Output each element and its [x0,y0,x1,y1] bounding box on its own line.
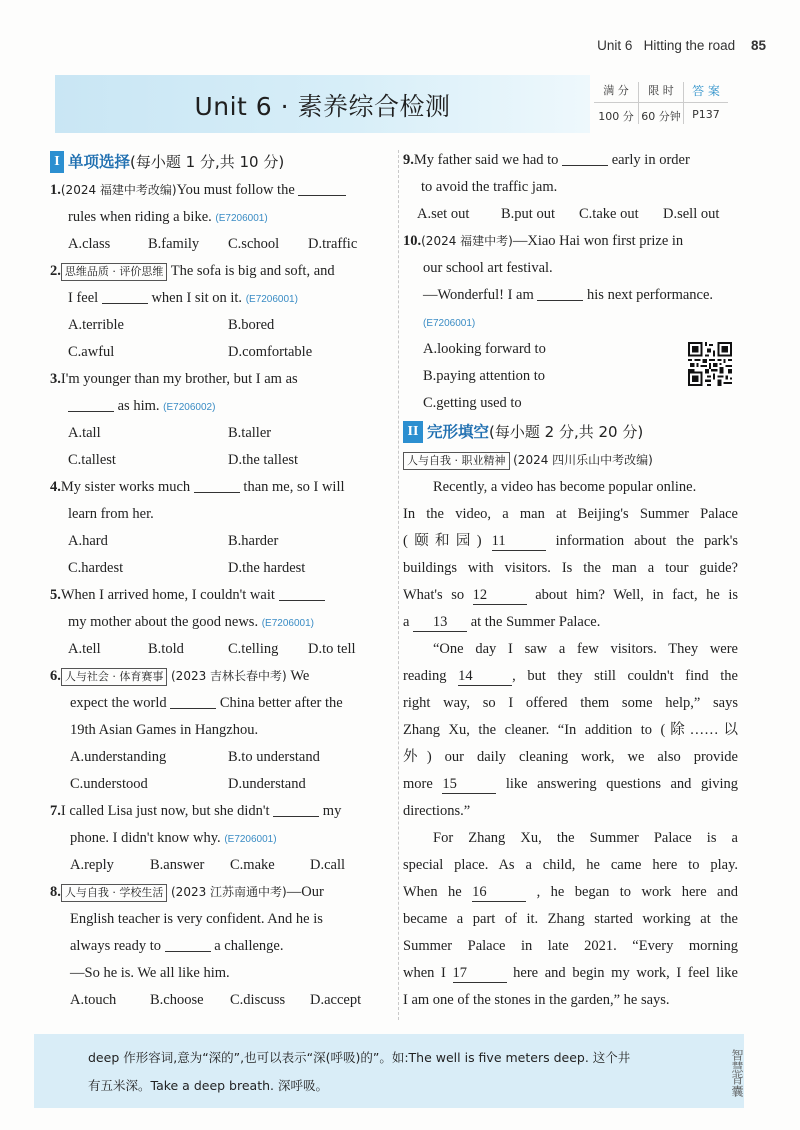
section-2-note: (每小题 2 分,共 20 分) [489,423,644,441]
footer-tip-line: deep 作形容词,意为“深的”,也可以表示“深(呼吸)的”。如:The well is five meters deep. 这个井 [88,1050,631,1065]
answer-blank[interactable] [298,182,346,196]
passage-text: when I [403,965,446,981]
cloze-blank-15[interactable]: 15 [442,775,496,794]
unit-label: Unit 6 [597,38,633,53]
page-title: Unit 6 · 素养综合检测 [194,92,451,121]
full-score-value: 100 分 [598,110,634,123]
cloze-blank-14[interactable]: 14 [458,667,512,686]
question-code: (E7206001) [261,618,314,629]
time-limit-value: 60 分钟 [641,110,681,123]
question-text: My sister works much [60,479,191,495]
question-3-options-ab [50,420,390,447]
question-number: 9. [403,152,414,168]
page-number: 85 [750,38,766,53]
question-3-cont [50,393,390,420]
footer-tip [34,1034,744,1108]
question-number: 3. [50,371,61,387]
answer-page: P137 [692,108,720,121]
option-b[interactable]: B.told [148,641,184,657]
question-number: 4. [50,479,61,495]
question-text: The sofa is big and soft, and [170,263,335,279]
option-b[interactable]: B.harder [228,533,279,549]
option-d[interactable]: D.accept [310,992,362,1008]
option-a[interactable]: A.terrible [68,317,124,333]
question-number: 1. [50,182,61,198]
question-9-options [403,201,738,228]
passage-tag: 人与自我 · 职业精神 [403,452,510,470]
passage-tag-line [403,447,738,474]
question-text: expect the world [70,695,167,711]
passage-text: about him? Well, in fact, he is [535,587,739,603]
question-2-options-ab [50,312,390,339]
question-text: —Xiao Hai won first prize in [512,233,684,249]
question-text: You must follow the [176,182,295,198]
question-8 [50,879,390,906]
question-9-cont [403,174,738,201]
passage-text: more [403,776,433,792]
option-c[interactable]: C.understood [70,776,148,792]
passage-text: here and begin my work, I feel like [513,965,738,981]
left-column [50,147,390,1014]
score-divider [594,102,728,103]
question-8-cont2 [50,933,390,960]
question-3-options-cd [50,447,390,474]
passage-text: like answering questions and giving [505,776,738,792]
question-1-options [50,231,390,258]
passage-text: information about the park's [555,533,739,549]
question-7 [50,798,390,825]
question-6 [50,663,390,690]
question-source: (2023 江苏南通中考) [171,885,287,899]
question-1 [50,177,390,204]
passage-line: directions.” [403,803,471,819]
answer-label: 答 案 [692,84,720,98]
running-head [597,38,766,53]
passage-line: I am one of the stones in the garden,” he says. [403,992,670,1008]
question-text: learn from her. [68,506,154,522]
passage-line: right way, so I offered them some help,” says [403,695,738,711]
answer-blank[interactable] [279,587,325,601]
passage-line: Zhang Xu, the cleaner. “In addition to (除……以 [403,722,738,738]
section-2-title: 完形填空 [427,423,490,441]
passage-line: In the video, a man at Beijing's Summer Palace [403,506,738,522]
passage-text: a [403,614,410,630]
title-band [55,75,590,133]
question-text: English teacher is very confident. And he is [70,911,323,927]
section-1-header [50,147,390,177]
question-text: my mother about the good news. [68,614,259,630]
right-column [403,147,738,1014]
question-text: to avoid the traffic jam. [421,179,558,195]
question-6-cont [50,690,390,717]
full-score-label: 满 分 [603,84,629,97]
option-a[interactable]: A.understanding [70,749,167,765]
passage-line [403,582,738,609]
question-text: I'm younger than my brother, but I am as [60,371,298,387]
question-8-cont3 [50,960,390,987]
question-5 [50,582,390,609]
question-text: phone. I didn't know why. [70,830,221,846]
question-9 [403,147,738,174]
question-source: (2024 福建中考改编) [60,183,177,197]
question-5-cont [50,609,390,636]
option-a[interactable]: A.tall [68,425,101,441]
question-number: 7. [50,803,61,819]
answer-blank[interactable] [102,290,148,304]
option-d[interactable]: D.understand [228,776,306,792]
option-a[interactable]: A.hard [68,533,108,549]
question-text: when I sit on it. [151,290,243,306]
passage-line [403,960,738,987]
section-2-header [403,417,738,447]
passage-line: 外) our daily cleaning work, we also provide [403,749,738,765]
qr-code-icon[interactable] [688,342,732,386]
question-10-cont3 [403,309,738,336]
question-text: early in order [611,152,690,168]
question-code: (E7206001) [245,294,298,305]
question-10 [403,228,738,255]
passage-line: became a part of it. Zhang started working at the [403,911,738,927]
passage-line: Summer Palace in late 2021. “Every morning [403,938,738,954]
option-c[interactable]: C.awful [68,344,115,360]
question-10-cont [403,255,738,282]
passage-line: special place. As a child, he came here to play. [403,857,738,873]
option-c[interactable]: C.make [230,857,275,873]
question-text: than me, so I will [243,479,345,495]
cloze-blank-16[interactable]: 16 [472,883,526,902]
passage-text: , he began to work here and [536,884,738,900]
answer-blank[interactable] [562,152,608,166]
question-10-cont2 [403,282,738,309]
option-a[interactable]: A.reply [70,857,114,873]
question-1-cont [50,204,390,231]
cloze-blank-11[interactable]: 11 [492,532,546,551]
question-8-options [50,987,390,1014]
question-4-options-cd [50,555,390,582]
question-source: (2023 吉林长春中考) [171,669,287,683]
option-c[interactable]: C.take out [579,206,639,222]
question-text: —Wonderful! I am [423,287,534,303]
question-text: —So he is. We all like him. [70,965,230,981]
question-number: 10. [403,233,422,249]
question-3 [50,366,390,393]
question-tag: 人与社会 · 体育赛事 [61,668,168,686]
question-code: (E7206001) [215,213,268,224]
question-number: 5. [50,587,61,603]
option-a[interactable]: A.tell [68,641,101,657]
question-7-options [50,852,390,879]
option-a[interactable]: A.looking forward to [423,341,546,357]
answer-blank[interactable] [170,695,216,709]
option-a[interactable]: A.class [68,236,111,252]
option-d[interactable]: D.sell out [663,206,720,222]
passage-line: Recently, a video has become popular online. [433,479,697,495]
passage-source: (2024 四川乐山中考改编) [513,453,653,467]
question-6-options-ab [50,744,390,771]
passage-text: What's so [403,587,465,603]
question-2 [50,258,390,285]
question-text: as him. [117,398,160,414]
cloze-blank-12[interactable]: 12 [473,586,527,605]
option-b[interactable]: B.put out [501,206,555,222]
option-b[interactable]: B.paying attention to [423,368,546,384]
question-number: 6. [50,668,61,684]
question-7-cont [50,825,390,852]
option-c[interactable]: C.school [228,236,280,252]
question-text: My father said we had to [413,152,559,168]
question-text: 19th Asian Games in Hangzhou. [70,722,259,738]
option-d[interactable]: D.to tell [308,641,356,657]
question-code: (E7206002) [163,402,216,413]
option-b[interactable]: B.bored [228,317,275,333]
cloze-blank-13[interactable]: 13 [413,613,467,632]
option-c[interactable]: C.hardest [68,560,124,576]
option-a[interactable]: A.touch [70,992,117,1008]
option-c[interactable]: C.discuss [230,992,286,1008]
question-number: 2. [50,263,61,279]
question-6-cont2 [50,717,390,744]
section-1-badge: I [50,151,64,173]
question-number: 8. [50,884,61,900]
passage-line [403,663,738,690]
time-limit-label: 限 时 [648,84,674,97]
footer-tip-line: 有五米深。Take a deep breath. 深呼吸。 [88,1078,328,1093]
question-text: I called Lisa just now, but she didn't [60,803,270,819]
passage-line [403,528,738,555]
option-d[interactable]: D.the hardest [228,560,306,576]
question-source: (2024 福建中考) [421,234,513,248]
option-b[interactable]: B.choose [150,992,204,1008]
question-4-cont [50,501,390,528]
section-1-note: (每小题 1 分,共 10 分) [130,153,285,171]
option-b[interactable]: B.family [148,236,200,252]
question-text: We [290,668,310,684]
option-c[interactable]: C.telling [228,641,279,657]
passage-line: buildings with visitors. Is the man a tour guide? [403,560,738,576]
question-4 [50,474,390,501]
passage-text: When he [403,884,462,900]
question-2-options-cd [50,339,390,366]
passage-line [403,609,738,636]
question-text: our school art festival. [423,260,553,276]
passage-text: reading [403,668,447,684]
question-text: I feel [68,290,99,306]
option-d[interactable]: D.the tallest [228,452,299,468]
question-text: his next performance. [587,287,714,303]
column-divider [398,150,399,1020]
question-2-cont [50,285,390,312]
passage-line [403,879,738,906]
option-b[interactable]: B.taller [228,425,272,441]
question-text: —Our [286,884,324,900]
question-code: (E7206001) [423,318,476,329]
option-d[interactable]: D.call [310,857,346,873]
question-5-options [50,636,390,663]
question-code: (E7206001) [224,834,277,845]
option-a[interactable]: A.set out [417,206,470,222]
passage-text: , but they still couldn't find the [512,668,738,684]
unit-title: Hitting the road [643,38,736,53]
option-b[interactable]: B.to understand [228,749,320,765]
footer-tab: 智慧背囊 [730,1049,744,1097]
question-text: When I arrived home, I couldn't wait [60,587,275,603]
option-c[interactable]: C.getting used to [423,395,522,411]
passage-line: For Zhang Xu, the Summer Palace is a [433,830,738,846]
question-tag: 人与自我 · 学校生活 [61,884,168,902]
question-4-options-ab [50,528,390,555]
question-text: my [322,803,342,819]
passage-line: “One day I saw a few visitors. They were [433,641,738,657]
passage-line [403,771,738,798]
section-1-title: 单项选择 [68,153,131,171]
passage-text: at the Summer Palace. [470,614,601,630]
option-c[interactable]: C.tallest [68,452,116,468]
passage-text: (颐和园) [403,533,482,549]
question-text: China better after the [219,695,343,711]
question-tag: 思维品质 · 评价思维 [61,263,168,281]
answer-blank[interactable] [537,287,583,301]
question-text: rules when riding a bike. [68,209,212,225]
option-d[interactable]: D.comfortable [228,344,313,360]
question-8-cont [50,906,390,933]
option-b[interactable]: B.answer [150,857,205,873]
answer-blank[interactable] [165,938,211,952]
answer-blank[interactable] [194,479,240,493]
question-6-options-cd [50,771,390,798]
question-text: a challenge. [214,938,284,954]
footer-tip-text [88,1044,698,1100]
answer-blank[interactable] [68,398,114,412]
answer-blank[interactable] [273,803,319,817]
section-2-badge: II [403,421,423,443]
option-d[interactable]: D.traffic [308,236,358,252]
question-text: always ready to [70,938,161,954]
cloze-blank-17[interactable]: 17 [453,964,507,983]
